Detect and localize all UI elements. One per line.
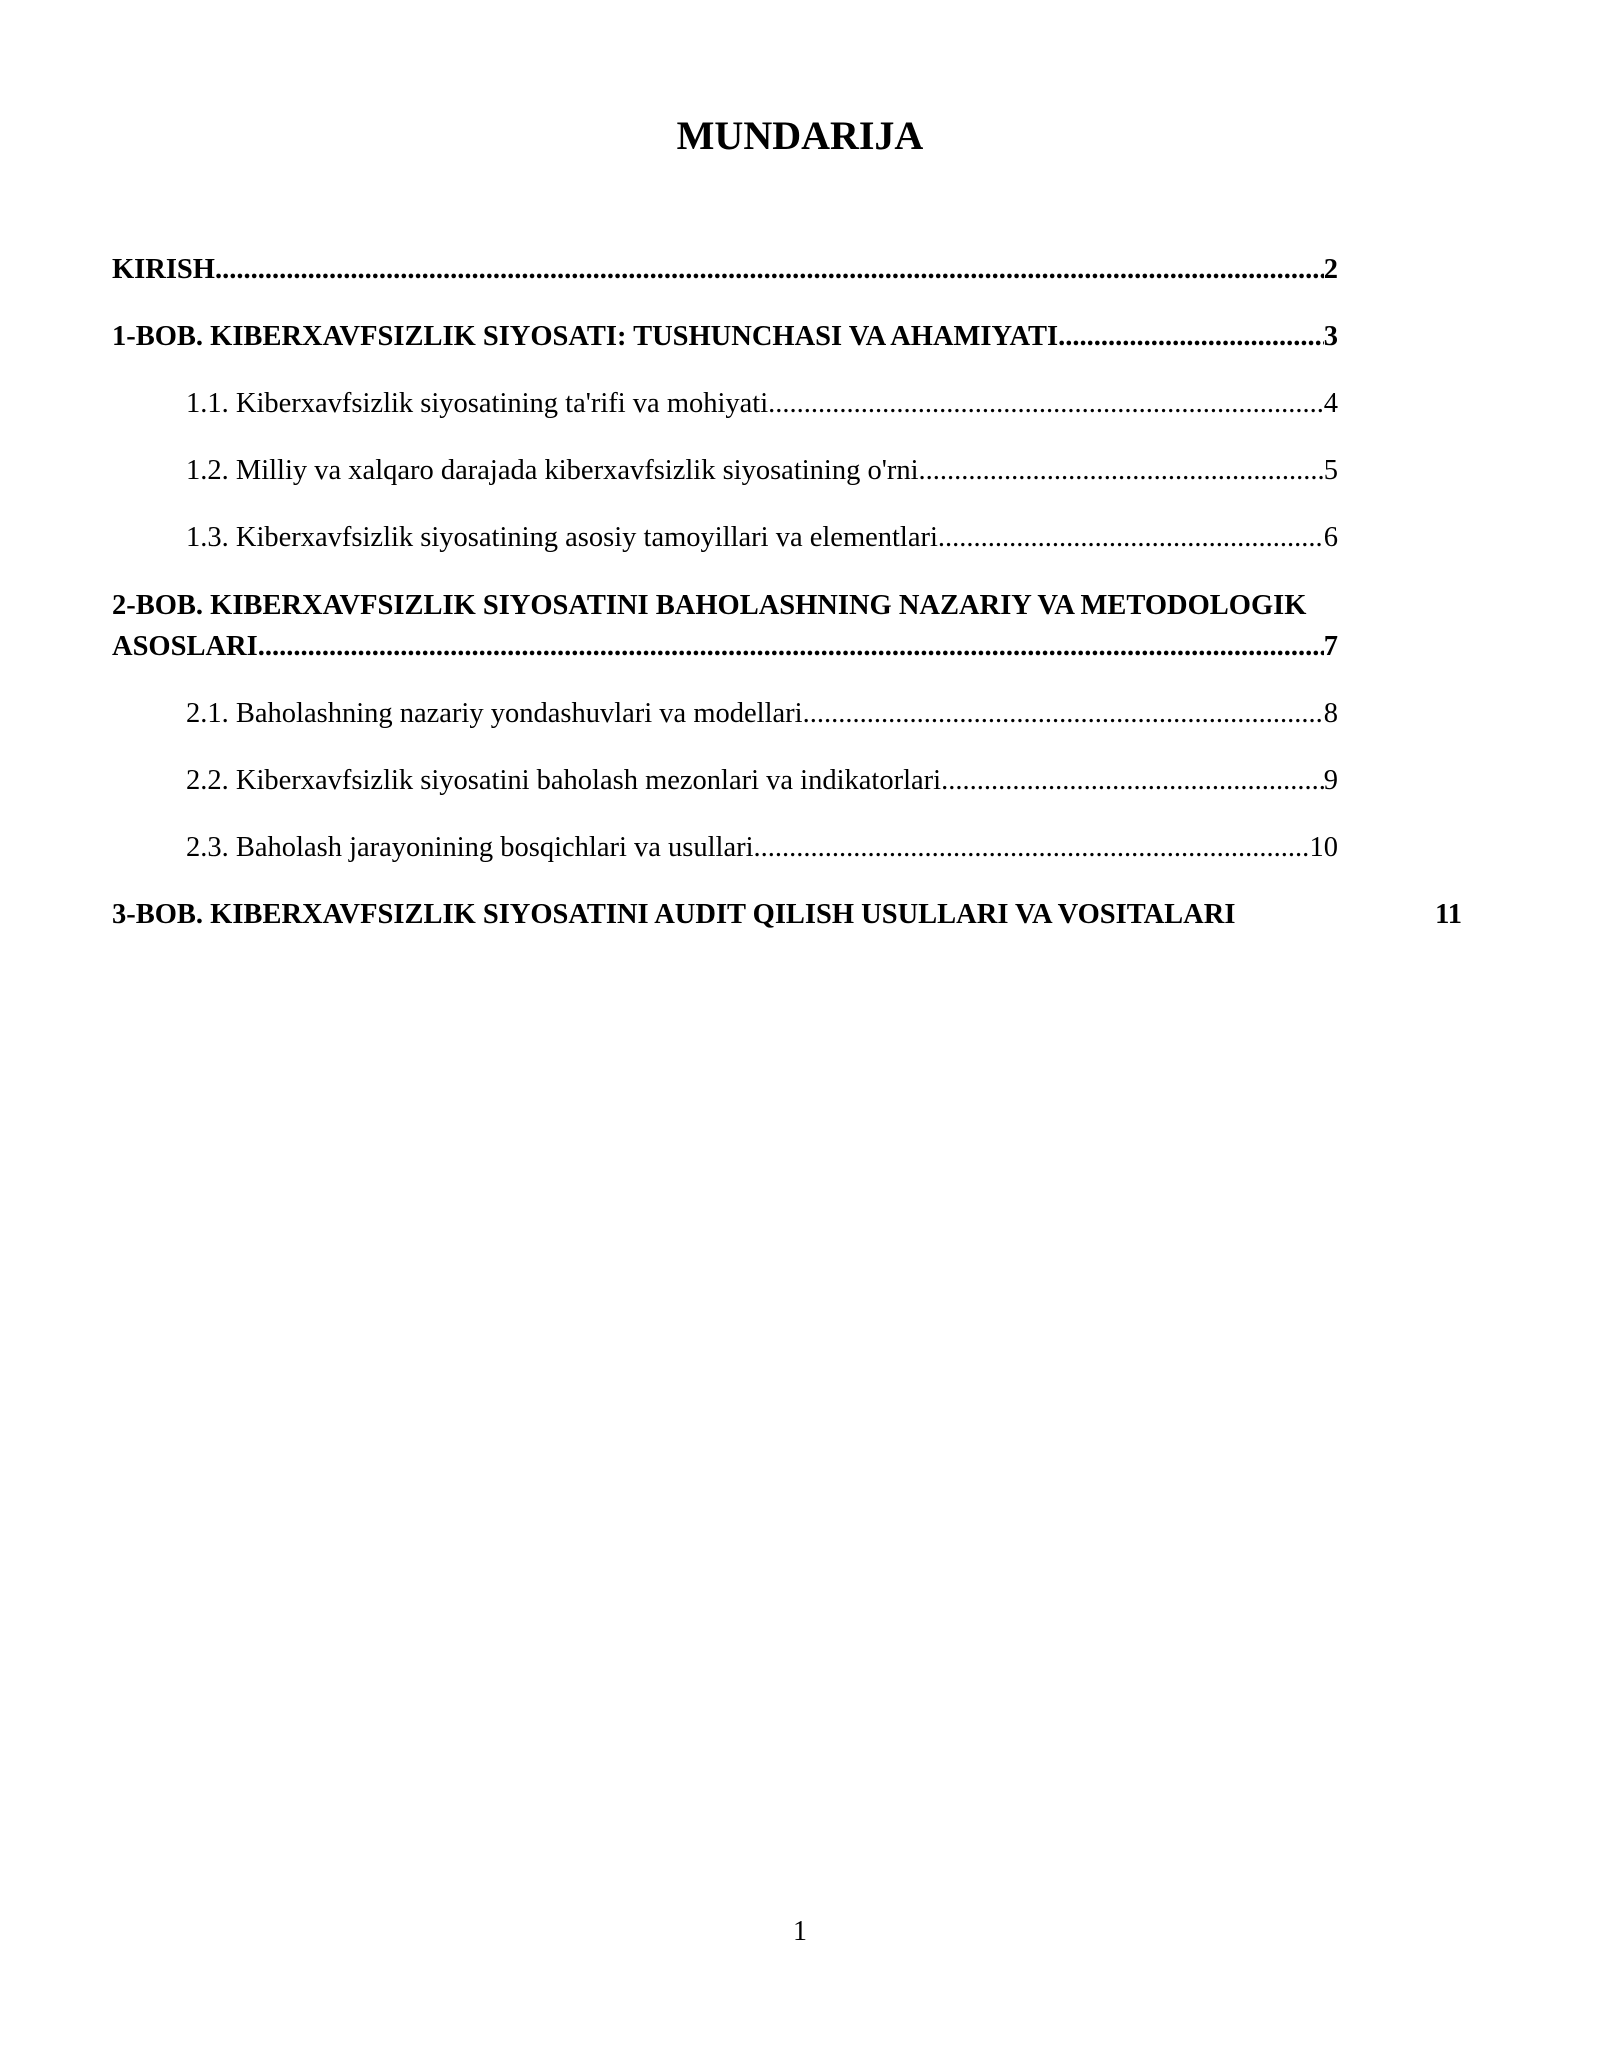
toc-entry-section-1-2[interactable] <box>112 451 1338 491</box>
toc-entry-label: 1.2. Milliy va xalqaro darajada kiberxavfsizlik siyosatining o'rni <box>186 455 919 486</box>
table-of-contents <box>112 250 1462 962</box>
toc-leader-dots <box>919 451 1324 491</box>
toc-entry-kirish[interactable] <box>112 250 1338 290</box>
toc-entry-section-2-3[interactable] <box>112 828 1338 868</box>
toc-entry-page: 2 <box>1323 254 1338 285</box>
toc-leader-dots <box>258 627 1324 667</box>
toc-entry-label: 1.1. Kiberxavfsizlik siyosatining ta'rifi va mohiyati <box>186 388 769 419</box>
toc-entry-page: 5 <box>1323 455 1338 486</box>
toc-entry-page: 8 <box>1323 698 1338 729</box>
toc-entry-section-1-1[interactable] <box>112 384 1338 424</box>
toc-entry-label: 2.1. Baholashning nazariy yondashuvlari va modellari <box>186 698 803 729</box>
toc-entry-section-2-2[interactable] <box>112 761 1338 801</box>
toc-entry-label: 1.3. Kiberxavfsizlik siyosatining asosiy tamoyillari va elementlari <box>186 522 938 553</box>
toc-entry-section-1-3[interactable] <box>112 518 1338 558</box>
toc-leader-dots <box>1058 317 1324 357</box>
toc-entry-section-2-1[interactable] <box>112 694 1338 734</box>
toc-entry-chapter-2[interactable] <box>112 585 1338 667</box>
toc-entry-label-line1: 2-BOB. KIBERXAVFSIZLIK SIYOSATINI BAHOLASHNING NAZARIY VA METODOLOGIK <box>112 590 1307 621</box>
toc-leader-dots <box>215 250 1324 290</box>
toc-entry-page: 4 <box>1323 388 1338 419</box>
toc-entry-page: 11 <box>1435 899 1462 930</box>
toc-entry-label: 2.3. Baholash jarayonining bosqichlari va usullari <box>186 832 754 863</box>
toc-leader-dots <box>768 384 1324 424</box>
toc-entry-label: 3-BOB. KIBERXAVFSIZLIK SIYOSATINI AUDIT QILISH USULLARI VA VOSITALARI <box>112 899 1236 930</box>
toc-entry-page: 7 <box>1323 631 1338 662</box>
toc-entry-line2 <box>112 627 1338 667</box>
toc-entry-chapter-3[interactable] <box>112 895 1462 935</box>
toc-entry-page: 9 <box>1323 765 1338 796</box>
toc-leader-dots <box>754 828 1310 868</box>
toc-leader-dots <box>938 518 1324 558</box>
toc-leader-dots <box>803 694 1324 734</box>
toc-entry-label: 1-BOB. KIBERXAVFSIZLIK SIYOSATI: TUSHUNCHASI VA AHAMIYATI <box>112 321 1059 352</box>
toc-entry-label: KIRISH <box>112 254 215 285</box>
toc-entry-chapter-1[interactable] <box>112 317 1338 357</box>
toc-entry-page: 6 <box>1323 522 1338 553</box>
toc-entry-label-line2: ASOSLARI <box>112 631 258 662</box>
page-number: 1 <box>793 1916 807 1947</box>
toc-entry-page: 10 <box>1309 832 1338 863</box>
toc-entry-label: 2.2. Kiberxavfsizlik siyosatini baholash mezonlari va indikatorlari <box>186 765 942 796</box>
toc-entry-page: 3 <box>1323 321 1338 352</box>
page-title: MUNDARIJA <box>676 113 924 158</box>
toc-leader-dots <box>941 761 1324 801</box>
